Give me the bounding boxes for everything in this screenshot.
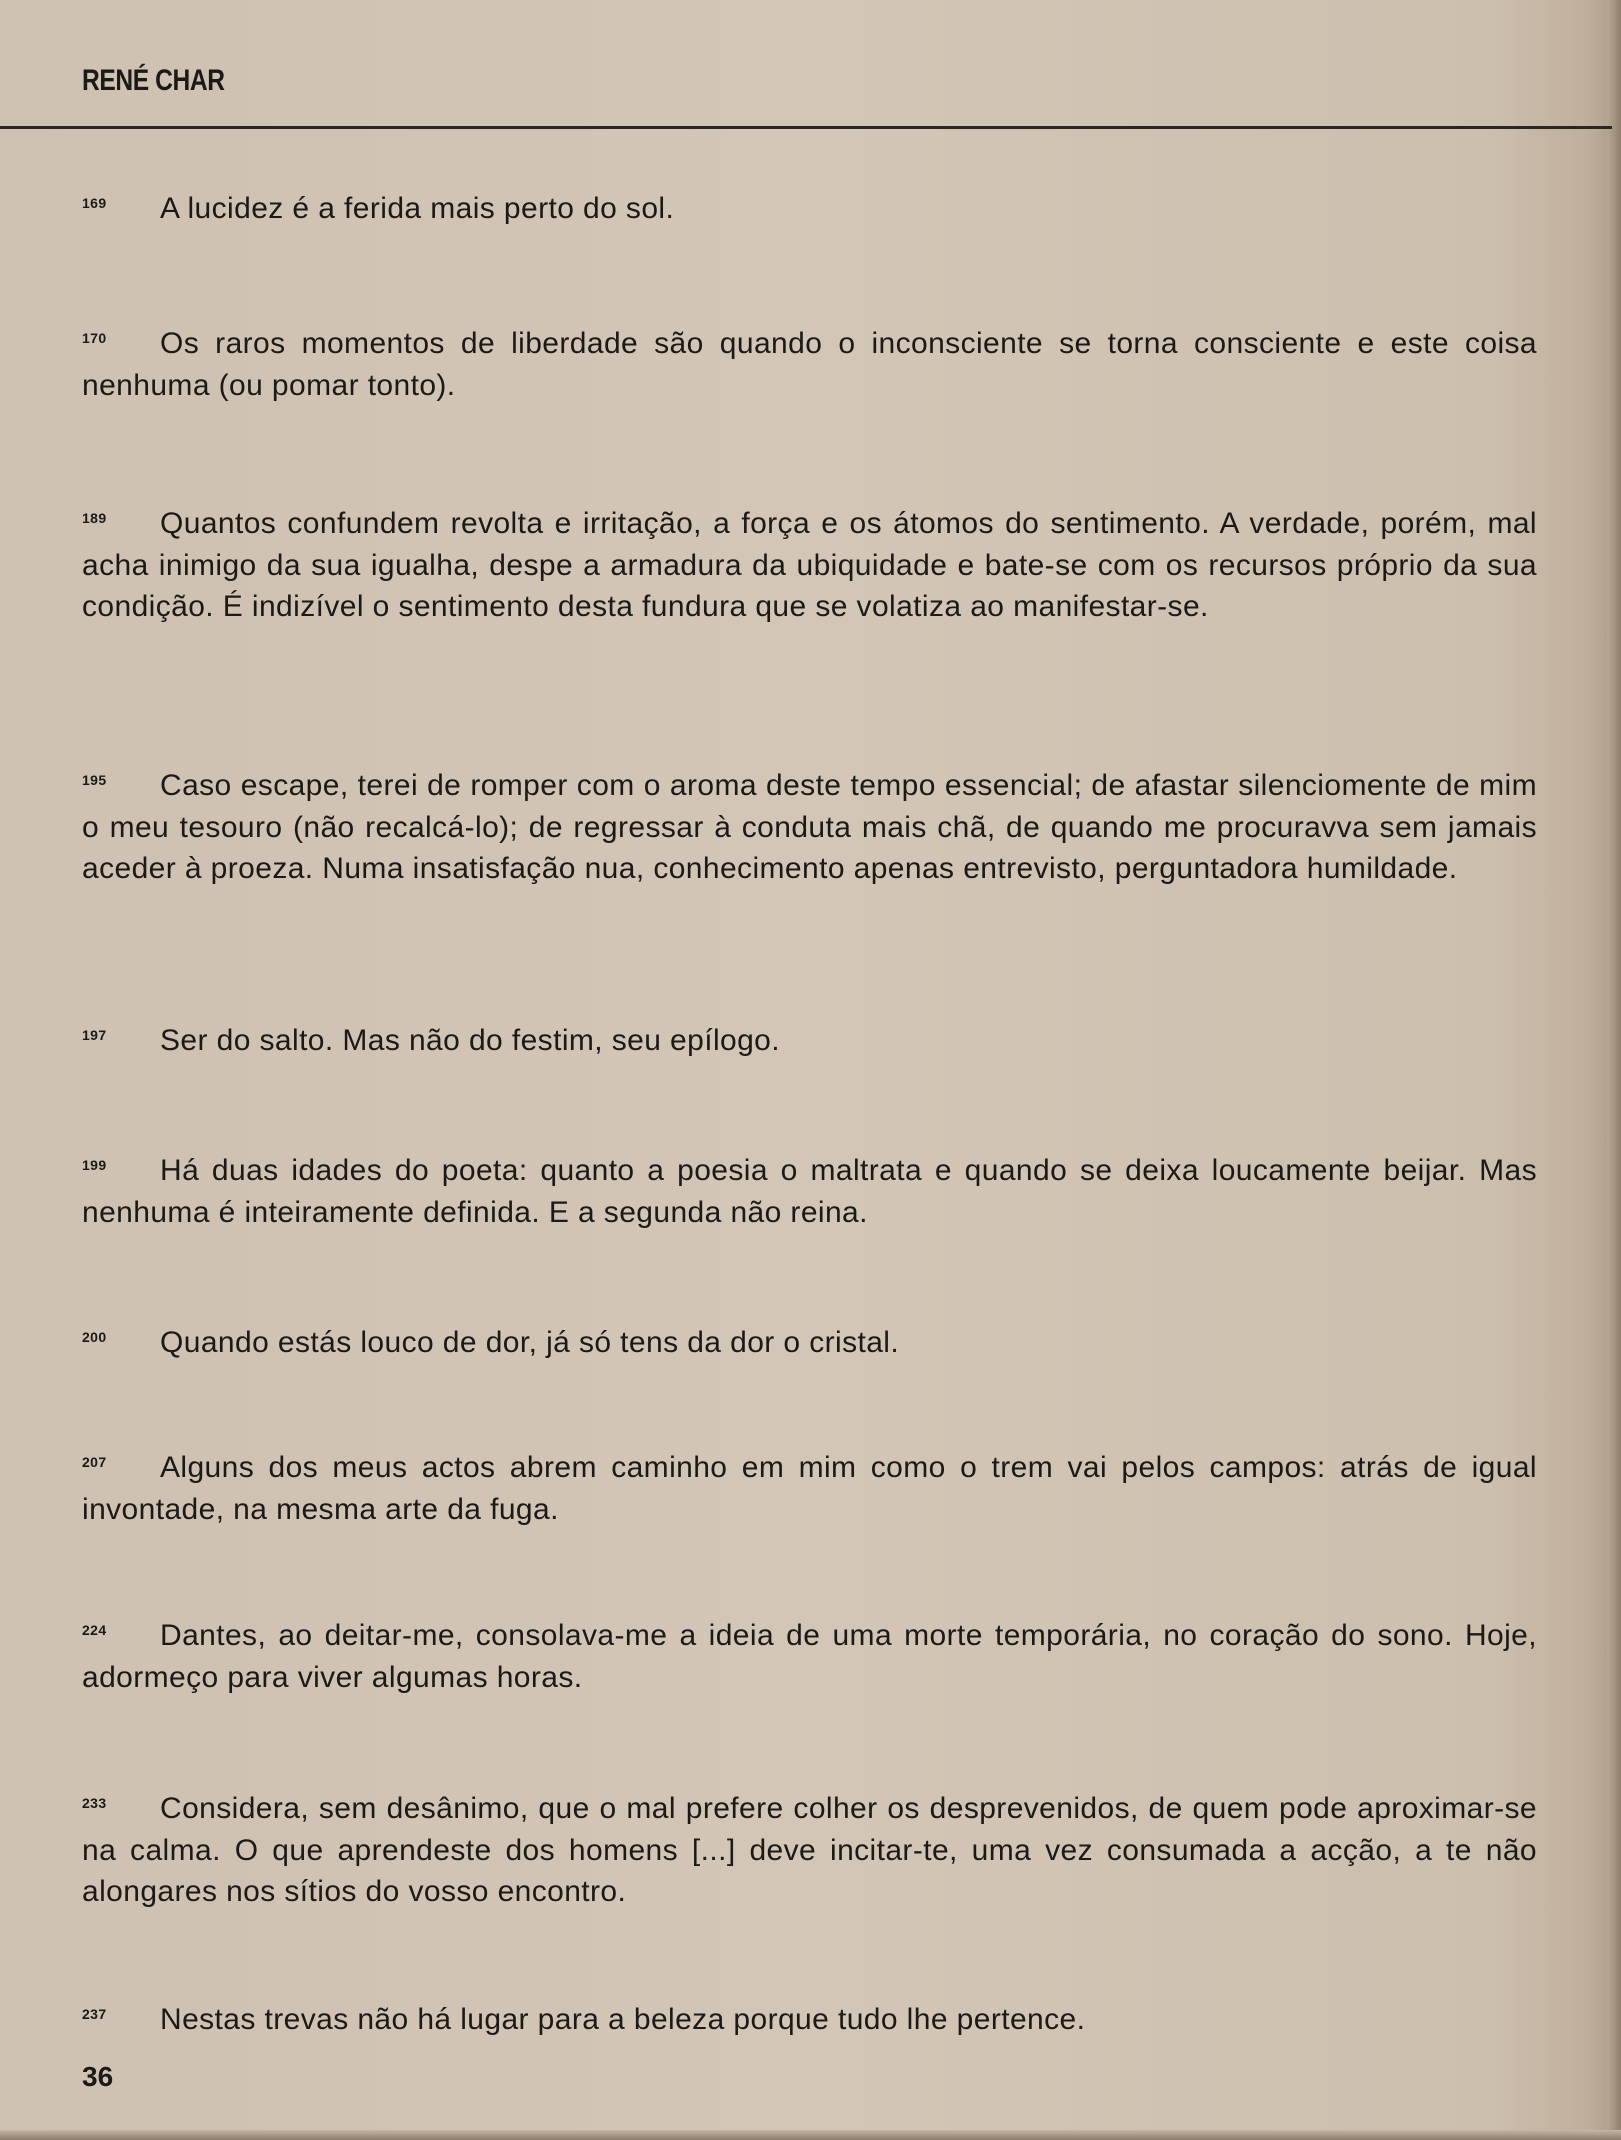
header-rule [0,126,1612,129]
aphorism-text: Caso escape, terei de romper com o aroma deste tempo essencial; de afastar silenciomente de mim o meu tesouro (não recalcá-lo); de regressar à conduta mais chã, de quando me procuravva sem jamais aceder à proeza. Numa insatisfação nua, conhecimento apenas entrevisto, perguntadora humildade. [82,769,1537,885]
aphorism-text: Nestas trevas não há lugar para a beleza porque tudo lhe pertence. [160,2003,1086,2036]
aphorism-195 [82,760,1537,890]
aphorism-text: Há duas idades do poeta: quanto a poesia o maltrata e quando se deixa loucamente beijar. Mas nenhuma é inteiramente definida. E a segunda não reina. [82,1154,1537,1229]
aphorism-text: Ser do salto. Mas não do festim, seu epílogo. [160,1024,781,1057]
aphorism-number: 199 [82,1157,107,1173]
aphorism-224 [82,1610,1537,1698]
aphorism-text: A lucidez é a ferida mais perto do sol. [160,192,675,225]
aphorism-number: 200 [82,1329,107,1345]
aphorism-number: 197 [82,1027,107,1043]
aphorism-text: Quantos confundem revolta e irritação, a força e os átomos do sentimento. A verdade, porém, mal acha inimigo da sua igualha, despe a armadura da ubiquidade e bate-se com os recursos próprio da sua condição. É indizível o sentimento desta fundura que se volatiza ao manifestar-se. [82,507,1537,623]
aphorism-number: 237 [82,2006,107,2022]
aphorism-number: 195 [82,772,107,788]
aphorism-233 [82,1783,1537,1913]
aphorism-number: 169 [82,195,107,211]
aphorism-text: Considera, sem desânimo, que o mal prefere colher os desprevenidos, de quem pode aproximar-se na calma. O que aprendeste dos homens [...] deve incitar-te, uma vez consumada a acção, a te não alongares nos sítios do vosso encontro. [82,1792,1537,1908]
aphorism-237 [82,1994,1537,2041]
aphorism-number: 207 [82,1454,107,1470]
aphorism-207 [82,1442,1537,1530]
aphorism-197 [82,1015,1537,1062]
aphorism-189 [82,498,1537,628]
aphorism-number: 224 [82,1622,107,1638]
aphorism-text: Alguns dos meus actos abrem caminho em mim como o trem vai pelos campos: atrás de igual invontade, na mesma arte da fuga. [82,1451,1537,1526]
page-number: 36 [82,2061,114,2092]
aphorism-199 [82,1145,1537,1233]
aphorism-200 [82,1317,1537,1364]
aphorism-170 [82,318,1537,406]
aphorism-text: Dantes, ao deitar-me, consolava-me a ideia de uma morte temporária, no coração do sono. Hoje, adormeço para viver algumas horas. [82,1619,1537,1694]
page-bottom-edge [0,2130,1621,2140]
aphorism-number: 233 [82,1795,107,1811]
aphorism-text: Os raros momentos de liberdade são quando o inconsciente se torna consciente e este coisa nenhuma (ou pomar tonto). [82,327,1537,402]
running-header: RENÉ CHAR [82,64,225,97]
aphorism-text: Quando estás louco de dor, já só tens da dor o cristal. [160,1326,900,1359]
aphorism-number: 170 [82,330,107,346]
aphorism-number: 189 [82,510,107,526]
page-right-edge [1607,0,1621,2140]
aphorism-169 [82,183,1537,230]
